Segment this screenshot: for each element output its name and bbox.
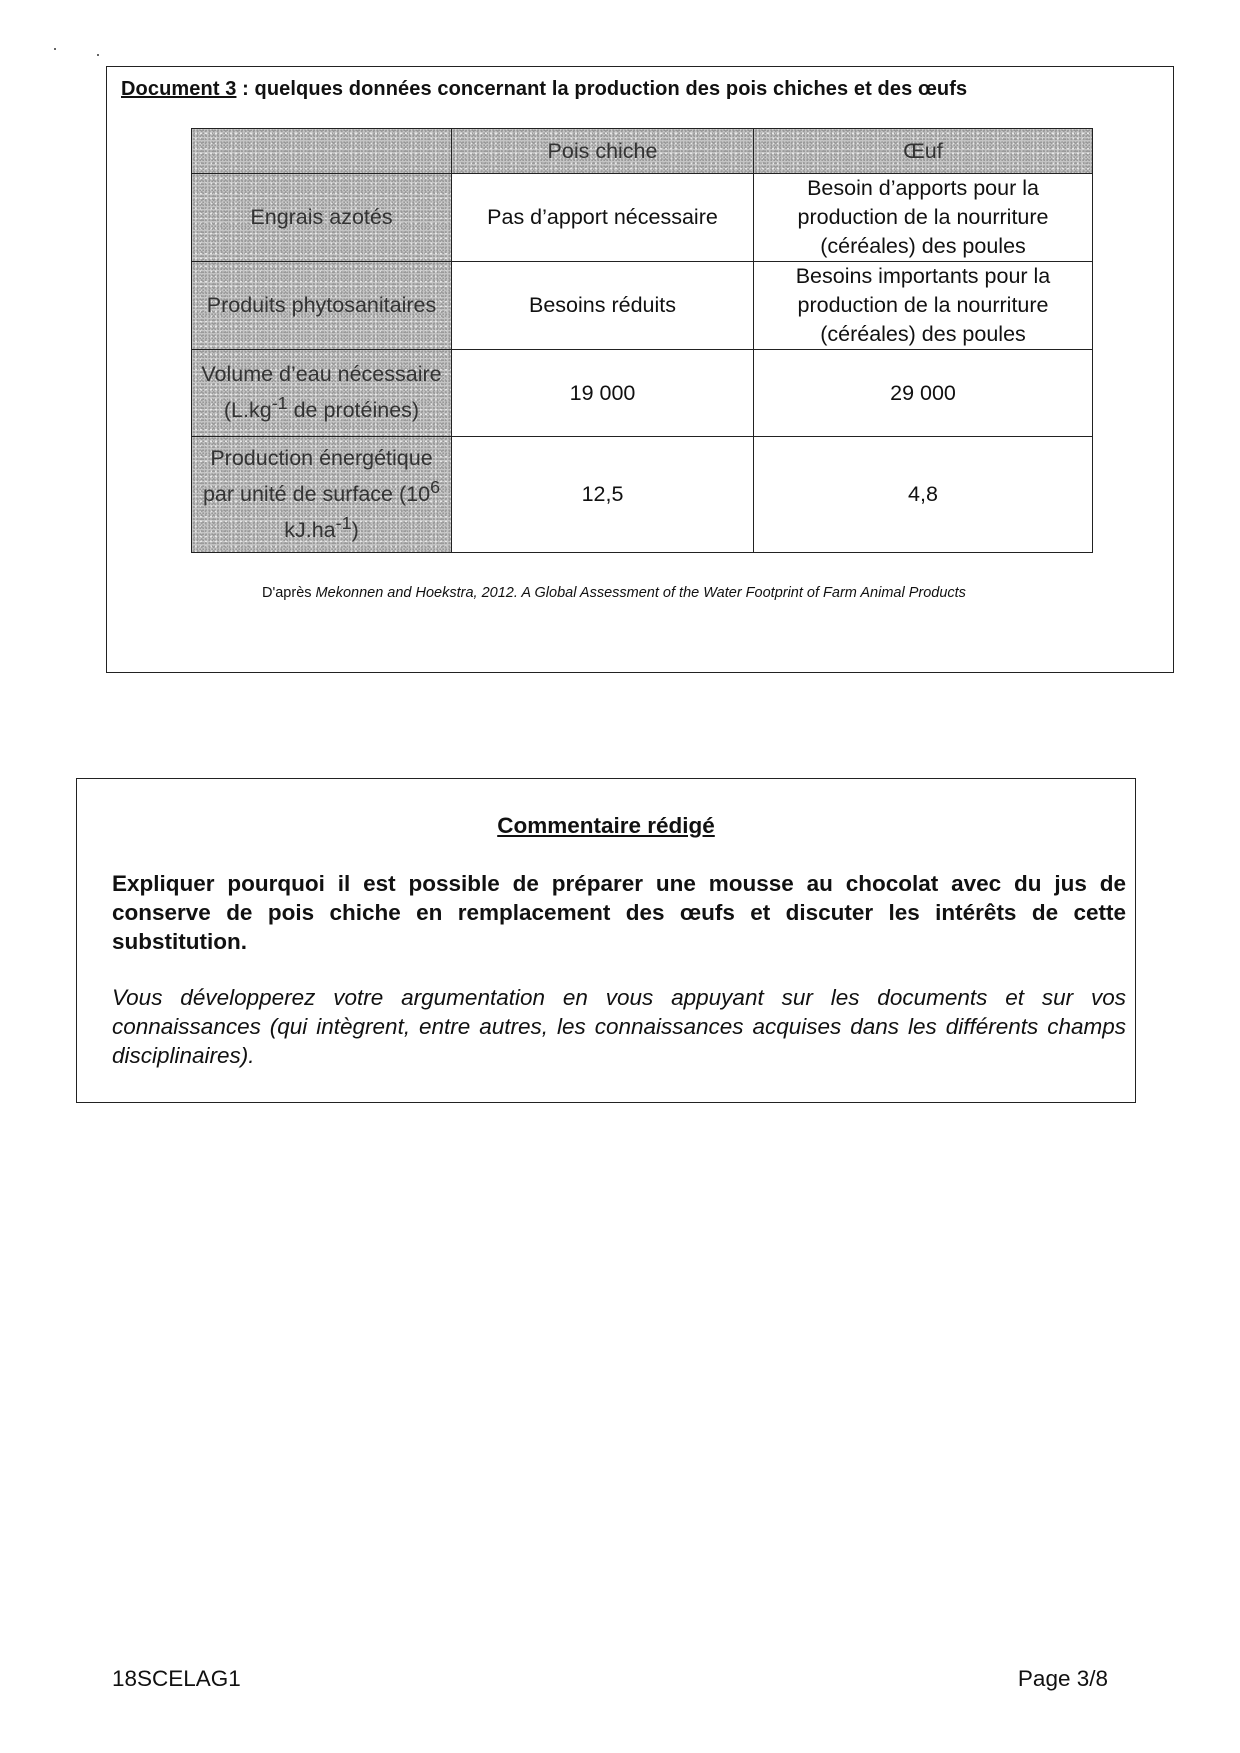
commentaire-task: Expliquer pourquoi il est possible de préparer une mousse au chocolat avec du jus de conserve de pois chiche en remplacement des œufs et discuter les intérêts de cette substitution. <box>112 871 1126 954</box>
document-3-title-text: : quelques données concernant la production des pois chiches et des œufs <box>236 78 968 100</box>
cell-oeuf: 4,8 <box>754 437 1093 553</box>
cell-oeuf: 29 000 <box>754 350 1093 437</box>
scan-speck <box>54 48 56 50</box>
commentaire-instructions: Vous développerez votre argumentation en vous appuyant sur les documents et sur vos connaissances (qui intègrent, entre autres, les connaissances acquises dans les différents champs disciplinaires). <box>112 985 1126 1068</box>
header-oeuf: Œuf <box>754 129 1093 174</box>
row-label-phytosanitaires: Produits phytosanitaires <box>192 262 452 350</box>
label-exponent: -1 <box>335 513 352 533</box>
footer-page-number: Page 3/8 <box>1017 1666 1108 1691</box>
commentaire-box <box>76 778 1136 1103</box>
table-header-row <box>192 129 1093 174</box>
row-label-volume-eau <box>192 350 452 437</box>
header-pois-chiche: Pois chiche <box>452 129 754 174</box>
document-3-label: Document 3 <box>121 78 237 100</box>
cell-pois-chiche: Pas d’apport nécessaire <box>452 174 754 262</box>
cell-oeuf: Besoins importants pour la production de la nourriture (céréales) des poules <box>754 262 1093 350</box>
document-3-box <box>106 66 1174 673</box>
cell-pois-chiche: 12,5 <box>452 437 754 553</box>
source-citation <box>262 585 966 601</box>
label-text: kJ.ha <box>284 518 336 543</box>
label-text: ) <box>351 518 359 543</box>
label-text: Volume d’eau nécessaire (L.kg <box>201 362 442 423</box>
label-exponent: 6 <box>430 476 441 497</box>
table-row <box>192 174 1093 262</box>
label-text: de protéines) <box>287 398 420 423</box>
cell-pois-chiche: Besoins réduits <box>452 262 754 350</box>
source-prefix: D'après <box>262 585 316 601</box>
table-row <box>192 262 1093 350</box>
footer-code: 18SCELAG1 <box>112 1666 241 1691</box>
scan-speck <box>97 54 99 56</box>
commentaire-title: Commentaire rédigé <box>497 813 715 838</box>
table-row <box>192 350 1093 437</box>
label-exponent: -1 <box>271 393 288 414</box>
cell-pois-chiche: 19 000 <box>452 350 754 437</box>
row-label-engrais: Engrais azotés <box>192 174 452 262</box>
label-text: Production énergétique par unité de surface (10 <box>202 445 433 506</box>
header-cell-empty <box>192 129 452 174</box>
table-row <box>192 437 1093 553</box>
document-3-title <box>121 78 967 101</box>
data-table <box>191 128 1093 553</box>
source-reference: Mekonnen and Hoekstra, 2012. A Global Assessment of the Water Footprint of Farm Animal Products <box>315 585 966 601</box>
row-label-production-energetique <box>192 437 452 553</box>
cell-oeuf: Besoin d’apports pour la production de la nourriture (céréales) des poules <box>754 174 1093 262</box>
